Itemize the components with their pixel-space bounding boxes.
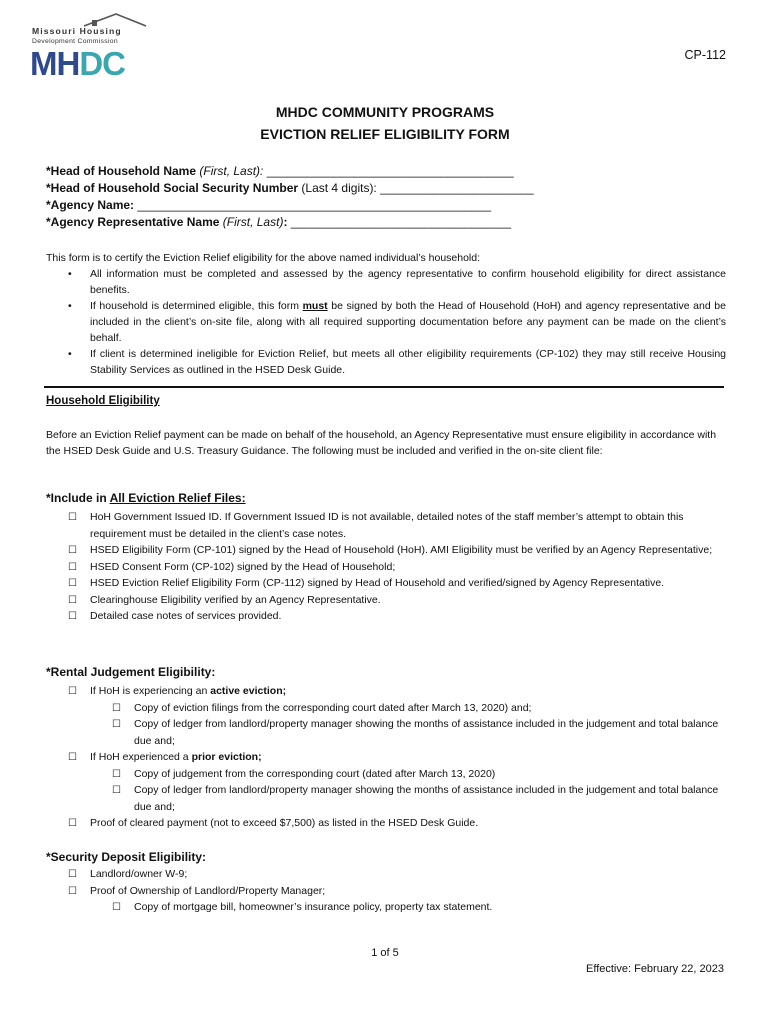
ssn-label: *Head of Household Social Security Number [46,181,299,195]
logo-line2: Development Commission [32,38,118,45]
checklist-text: HSED Eligibility Form (CP-101) signed by the Head of Household (HoH). AMI Eligibility must be verified by an Agency Representative; [90,544,713,556]
checklist-text: Proof of Ownership of Landlord/Property Manager; [90,884,326,897]
checkbox-icon[interactable]: ☐ [68,869,77,880]
include-heading-underlined: All Eviction Relief Files: [109,491,246,505]
mhdc-logo-graphic [28,12,148,78]
checklist-text-bold: prior eviction; [191,751,262,763]
bullet-text: All information must be completed and assessed by the agency representative to confirm household eligibility for direct assistance benefits. [90,268,726,296]
checklist-text: Clearinghouse Eligibility verified by an Agency Representative. [90,593,381,606]
instruction-bullets [64,266,726,378]
checkbox-icon[interactable]: ☐ [68,578,77,589]
checklist-text: Detailed case notes of services provided. [90,610,282,622]
checklist-text: Copy of mortgage bill, homeowner’s insurance policy, property tax statement. [134,901,493,913]
checklist-item [68,749,728,766]
checklist-item [68,575,728,592]
checklist-text-pre: If HoH experienced a [90,751,192,763]
section-divider [44,386,724,388]
logo-mark-teal: DC [79,45,125,78]
intro-text: This form is to certify the Eviction Relief eligibility for the above named individual’s household: [46,252,481,264]
bullet-icon: • [68,268,72,280]
checklist-text: HoH Government Issued ID. If Government Issued ID is not available, detailed notes of the staff member’s attempt to obtain this requirement must be detailed in the client’s case notes. [90,511,684,540]
checkbox-icon[interactable]: ☐ [68,686,77,697]
bullet-item [64,298,726,346]
hoh-name-label: *Head of Household Name [46,164,197,178]
rep-row [46,214,534,231]
checklist-subitem [68,716,728,749]
checklist-subitem [68,782,728,815]
bullet-text-post: be signed by both the Head of Household (HoH) and agency representative and be included in the client’s on-site file, along with all required supporting documentation before any payment can be made on the client’s behalf. [90,300,726,344]
logo-mark-blue: MH [30,45,80,78]
form-code: CP-112 [684,48,726,62]
rep-colon: : [283,215,288,229]
checklist-subitem [68,700,728,717]
rep-label: *Agency Representative Name [46,215,220,229]
hoh-name-hint: (First, Last): [199,164,264,178]
ssn-field[interactable]: _______________________ [380,181,534,195]
agency-field[interactable]: _____________________________________________________ [137,198,492,212]
checklist-text: Copy of eviction filings from the corresponding court dated after March 13, 2020) and; [134,701,532,714]
checklist-text: Copy of ledger from landlord/property manager showing the months of assistance included in the judgement and total balance due and; [134,718,719,747]
rental-checklist [68,683,728,832]
checklist-text-bold: active eviction; [210,685,287,697]
agency-label: *Agency Name: [46,198,135,212]
rental-judgement-heading: *Rental Judgement Eligibility: [46,665,216,679]
include-checklist [68,509,728,625]
checkbox-icon[interactable]: ☐ [68,594,77,606]
checklist-text: HSED Eviction Relief Eligibility Form (CP-112) signed by Head of Household and verified/signed by Agency Representative. [90,577,665,589]
checklist-text: Proof of cleared payment (not to exceed $7,500) as listed in the HSED Desk Guide. [90,817,479,829]
checkbox-icon[interactable]: ☐ [68,885,77,897]
bullet-icon: • [68,300,72,312]
checklist-item [68,559,728,576]
deposit-checklist [68,866,728,916]
checkbox-icon[interactable]: ☐ [112,768,121,780]
rep-field[interactable]: _________________________________ [290,215,512,229]
checkbox-icon[interactable]: ☐ [68,611,77,622]
logo-mark [30,45,125,78]
checklist-subitem [68,899,728,916]
bullet-text: If client is determined ineligible for Eviction Relief, but meets all other eligibility requirements (CP-102) they may still receive Housing Stability Services as outlined in the HSED Desk Guide. [90,348,726,376]
bullet-item [64,266,726,298]
checklist-text: Landlord/owner W-9; [90,868,188,880]
checklist-item [68,815,728,832]
household-eligibility-text: Before an Eviction Relief payment can be made on behalf of the household, an Agency Representative must ensure eligibility in accordance with the HSED Desk Guide and U.S. Treasury Guidance. The following must be included and verified in the on-site client file: [46,429,717,457]
checklist-text-pre: If HoH is experiencing an [90,685,211,697]
checklist-item [68,592,728,609]
checklist-item [68,608,728,625]
checkbox-icon[interactable]: ☐ [68,818,77,829]
bullet-emphasis: must [302,300,328,312]
ssn-hint: (Last 4 digits): [301,181,377,195]
applicant-fields [46,163,534,231]
checklist-text: Copy of judgement from the corresponding court (dated after March 13, 2020) [134,767,496,780]
checklist-item [68,883,728,900]
checklist-text: HSED Consent Form (CP-102) signed by the Head of Household; [90,560,396,573]
checklist-item [68,542,728,559]
checkbox-icon[interactable]: ☐ [68,752,77,763]
checkbox-icon[interactable]: ☐ [112,902,121,913]
checklist-text: Copy of ledger from landlord/property manager showing the months of assistance included in the judgement and total balance due and; [134,784,719,813]
bullet-item [64,346,726,378]
title-line-1: MHDC COMMUNITY PROGRAMS [275,104,495,120]
checkbox-icon[interactable]: ☐ [112,702,121,714]
checklist-item [68,866,728,883]
bullet-text-pre: If household is determined eligible, this form [90,300,303,312]
include-heading [46,491,246,505]
include-heading-pre: *Include in [46,491,110,505]
title-line-2: EVICTION RELIEF ELIGIBILITY FORM [260,126,510,142]
hoh-name-field[interactable]: _____________________________________ [266,164,514,178]
checkbox-icon[interactable]: ☐ [68,545,77,556]
checklist-subitem [68,766,728,783]
checkbox-icon[interactable]: ☐ [112,719,121,730]
page-number: 1 of 5 [371,947,399,959]
mhdc-logo [28,12,148,78]
checkbox-icon[interactable]: ☐ [68,561,77,573]
rep-hint: (First, Last) [222,215,284,229]
household-eligibility-heading: Household Eligibility [46,395,160,407]
checklist-item [68,509,728,542]
logo-line1: Missouri Housing [32,26,122,36]
checkbox-icon[interactable]: ☐ [112,785,121,796]
effective-date: Effective: February 22, 2023 [586,963,724,975]
ssn-row [46,180,534,197]
bullet-icon: • [68,348,72,360]
checklist-item [68,683,728,700]
agency-row [46,197,534,214]
security-deposit-heading: *Security Deposit Eligibility: [46,850,207,864]
hoh-name-row [46,163,534,180]
checkbox-icon[interactable]: ☐ [68,512,77,523]
